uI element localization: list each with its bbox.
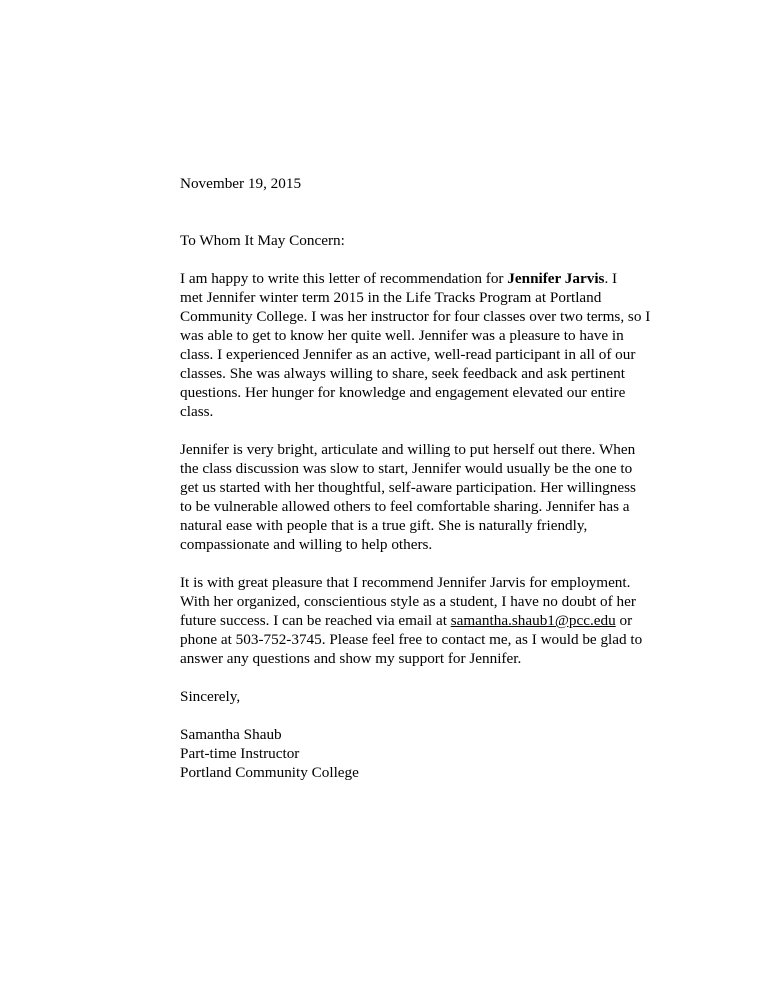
paragraph-line: class. I experienced Jennifer as an active, well-read participant in all of our	[180, 346, 636, 363]
paragraph-line	[180, 611, 720, 630]
paragraph-line: Community College. I was her instructor for four classes over two terms, so I	[180, 308, 651, 325]
signature-organization: Portland Community College	[180, 764, 359, 781]
paragraph-qualities	[180, 440, 720, 554]
paragraph-text: I am happy to write this letter of recommendation for	[180, 270, 508, 287]
paragraph-text: future success. I can be reached via email at	[180, 612, 451, 629]
letter-body	[180, 174, 720, 782]
paragraph-line: class.	[180, 403, 214, 420]
paragraph-line: met Jennifer winter term 2015 in the Life Tracks Program at Portland	[180, 289, 602, 306]
signature-title: Part-time Instructor	[180, 745, 300, 762]
paragraph-line: It is with great pleasure that I recommend Jennifer Jarvis for employment.	[180, 574, 631, 591]
letter-date: November 19, 2015	[180, 175, 302, 192]
paragraph-line: answer any questions and show my support for Jennifer.	[180, 650, 522, 667]
candidate-name: Jennifer Jarvis	[507, 270, 605, 287]
letter-closing: Sincerely,	[180, 688, 241, 705]
paragraph-line: compassionate and willing to help others.	[180, 536, 433, 553]
email-link[interactable]: samantha.shaub1@pcc.edu	[450, 612, 616, 629]
paragraph-text: or	[615, 612, 633, 629]
paragraph-line: With her organized, conscientious style as a student, I have no doubt of her	[180, 593, 636, 610]
paragraph-recommendation	[180, 573, 720, 668]
paragraph-line: to be vulnerable allowed others to feel comfortable sharing. Jennifer has a	[180, 498, 630, 515]
signature-name: Samantha Shaub	[180, 726, 282, 743]
paragraph-line: Jennifer is very bright, articulate and willing to put herself out there. When	[180, 441, 636, 458]
paragraph-text: . I	[604, 270, 618, 287]
paragraph-line: questions. Her hunger for knowledge and engagement elevated our entire	[180, 384, 626, 401]
paragraph-introduction	[180, 269, 720, 421]
paragraph-line: natural ease with people that is a true gift. She is naturally friendly,	[180, 517, 588, 534]
paragraph-line: classes. She was always willing to share, seek feedback and ask pertinent	[180, 365, 625, 382]
paragraph-line	[180, 269, 720, 288]
paragraph-line: was able to get to know her quite well. Jennifer was a pleasure to have in	[180, 327, 624, 344]
signature-block	[180, 725, 720, 782]
paragraph-line: phone at 503-752-3745. Please feel free to contact me, as I would be glad to	[180, 631, 643, 648]
paragraph-line: the class discussion was slow to start, Jennifer would usually be the one to	[180, 460, 633, 477]
letter-salutation: To Whom It May Concern:	[180, 232, 345, 249]
paragraph-line: get us started with her thoughtful, self-aware participation. Her willingness	[180, 479, 636, 496]
